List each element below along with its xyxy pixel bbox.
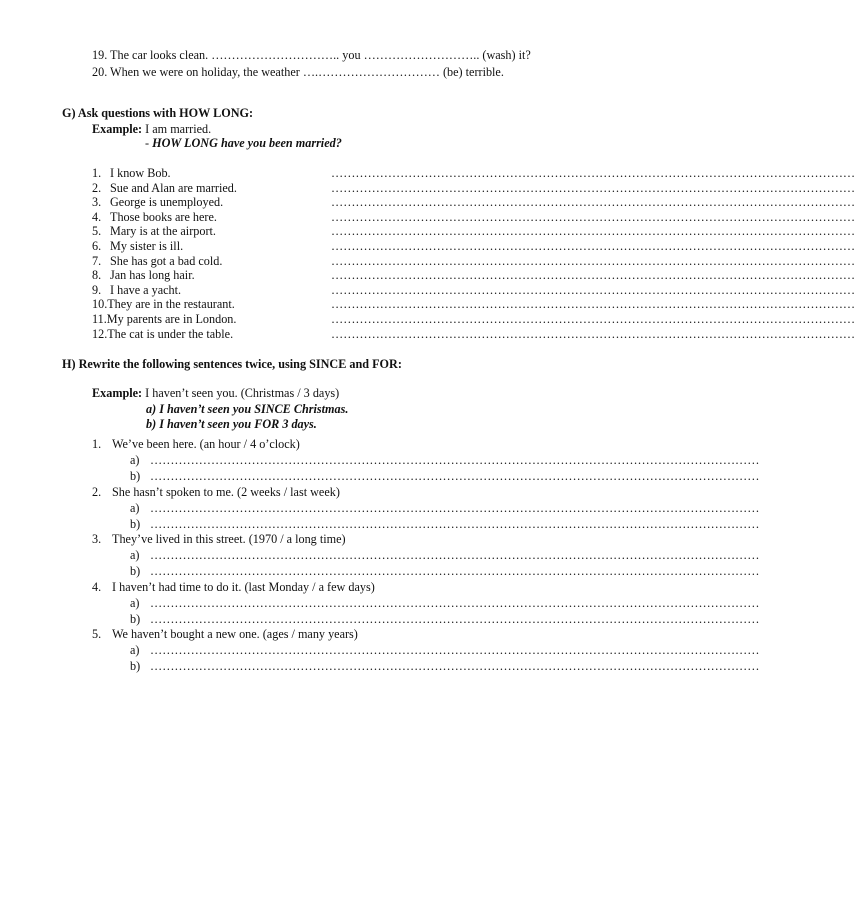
question-row bbox=[92, 268, 195, 282]
question-text: My sister is ill. bbox=[110, 239, 184, 253]
answer-dots: …………………………………………………………………………………………………………………………………… bbox=[150, 516, 760, 531]
section-h-heading: H) Rewrite the following sentences twice, using SINCE and FOR: bbox=[62, 357, 402, 371]
question-number: 2. bbox=[92, 181, 102, 195]
question-text: Sue and Alan are married. bbox=[110, 181, 237, 195]
answer-dots: ………………………………………………………………………………………………………………… bbox=[331, 312, 855, 326]
sentence-text: I haven’t had time to do it. (last Monday / a few days) bbox=[112, 579, 375, 594]
example-dash: - bbox=[145, 136, 153, 150]
question-number: 6. bbox=[92, 239, 102, 253]
question-number: 9. bbox=[92, 283, 102, 297]
sentence-text: We’ve been here. (an hour / 4 o’clock) bbox=[112, 437, 300, 451]
question-row bbox=[92, 224, 216, 238]
answer-dots: …………………………………………………………………………………………………………………………………… bbox=[150, 595, 760, 610]
question-row bbox=[92, 254, 222, 268]
question-text: My parents are in London. bbox=[106, 312, 237, 326]
answer-dots: …………………………………………………………………………………………………………………………………… bbox=[150, 659, 760, 673]
question-row bbox=[92, 210, 217, 224]
answer-dots: …………………………………………………………………………………………………………………………………… bbox=[150, 564, 760, 578]
answer-dots: …………………………………………………………………………………………………………………………………… bbox=[150, 643, 760, 657]
answer-label-a: a) bbox=[130, 500, 140, 515]
sentence-text: She hasn’t spoken to me. (2 weeks / last week) bbox=[112, 484, 340, 499]
answer-dots: ………………………………………………………………………………………………………………… bbox=[331, 224, 855, 238]
sentence-number: 4. bbox=[92, 579, 102, 594]
question-row bbox=[92, 312, 236, 326]
example-label: Example: bbox=[92, 386, 143, 400]
answer-label-b: b) bbox=[130, 611, 141, 626]
answer-label-b: b) bbox=[130, 516, 141, 531]
question-number: 12. bbox=[92, 327, 108, 341]
question-text: George is unemployed. bbox=[110, 195, 224, 209]
answer-dots: ………………………………………………………………………………………………………………… bbox=[331, 327, 855, 341]
answer-dots: ………………………………………………………………………………………………………………… bbox=[331, 181, 855, 195]
sentence-number: 3. bbox=[92, 532, 102, 546]
sentence-row bbox=[92, 627, 358, 641]
sentence-row bbox=[92, 580, 375, 594]
sentence-row bbox=[92, 437, 300, 451]
question-text: They are in the restaurant. bbox=[107, 297, 235, 311]
section-h-example-a: a) I haven’t seen you SINCE Christmas. bbox=[146, 402, 349, 416]
sentence-row bbox=[92, 485, 340, 499]
section-g-example bbox=[92, 122, 211, 136]
question-number: 4. bbox=[92, 210, 102, 224]
answer-label-a: a) bbox=[130, 548, 140, 562]
example-text: I haven’t seen you. (Christmas / 3 days) bbox=[142, 386, 340, 400]
sentence-text: They’ve lived in this street. (1970 / a long time) bbox=[112, 532, 346, 546]
question-row bbox=[92, 239, 183, 253]
answer-dots: …………………………………………………………………………………………………………………………………… bbox=[150, 500, 760, 515]
answer-dots: ………………………………………………………………………………………………………………… bbox=[331, 283, 855, 297]
exercise-line-20 bbox=[92, 65, 504, 79]
question-row bbox=[92, 297, 235, 311]
sentence-number: 2. bbox=[92, 484, 102, 499]
answer-label-a: a) bbox=[130, 595, 140, 610]
answer-dots: ………………………………………………………………………………………………………………… bbox=[331, 210, 855, 224]
example-label: Example: bbox=[92, 122, 143, 136]
answer-dots: …………………………………………………………………………………………………………………………………… bbox=[150, 548, 760, 562]
question-number: 10. bbox=[92, 297, 108, 311]
answer-label-b: b) bbox=[130, 564, 141, 578]
question-row bbox=[92, 195, 223, 209]
question-text: Jan has long hair. bbox=[110, 268, 195, 282]
question-row bbox=[92, 166, 171, 180]
exercise-line-19 bbox=[92, 48, 531, 62]
question-text: The cat is under the table. bbox=[107, 327, 234, 341]
question-number: 8. bbox=[92, 268, 102, 282]
answer-label-b: b) bbox=[130, 469, 141, 483]
question-number: 3. bbox=[92, 195, 102, 209]
section-g-example-answer bbox=[145, 136, 342, 150]
question-number: 7. bbox=[92, 254, 102, 268]
question-text: Mary is at the airport. bbox=[110, 224, 216, 238]
question-row bbox=[92, 327, 233, 341]
answer-dots: ………………………………………………………………………………………………………………… bbox=[331, 268, 855, 282]
question-row bbox=[92, 181, 237, 195]
answer-dots: ………………………………………………………………………………………………………………… bbox=[331, 239, 855, 253]
answer-label-a: a) bbox=[130, 453, 140, 467]
answer-dots: ………………………………………………………………………………………………………………… bbox=[331, 166, 855, 180]
question-number: 11. bbox=[92, 312, 107, 326]
sentence-text: We haven’t bought a new one. (ages / many years) bbox=[112, 627, 358, 641]
question-number: 5. bbox=[92, 224, 102, 238]
question-text: She has got a bad cold. bbox=[110, 254, 223, 268]
example-answer: HOW LONG have you been married? bbox=[152, 136, 342, 150]
question-text: I have a yacht. bbox=[110, 283, 182, 297]
sentence-number: 1. bbox=[92, 437, 102, 451]
question-text: Those books are here. bbox=[110, 210, 217, 224]
line-19-text: 19. The car looks clean. ………………………….. you ……………………….. (wash) it? bbox=[92, 48, 531, 62]
answer-dots: …………………………………………………………………………………………………………………………………… bbox=[150, 469, 760, 483]
answer-label-a: a) bbox=[130, 643, 140, 657]
answer-label-b: b) bbox=[130, 659, 141, 673]
answer-dots: ………………………………………………………………………………………………………………… bbox=[331, 254, 855, 268]
answer-dots: ………………………………………………………………………………………………………………… bbox=[331, 195, 855, 209]
section-g-heading: G) Ask questions with HOW LONG: bbox=[62, 106, 254, 120]
section-h-example-b: b) I haven’t seen you FOR 3 days. bbox=[146, 417, 317, 431]
answer-dots: ………………………………………………………………………………………………………………… bbox=[331, 297, 855, 311]
question-number: 1. bbox=[92, 166, 102, 180]
question-text: I know Bob. bbox=[110, 166, 171, 180]
question-row bbox=[92, 283, 181, 297]
answer-dots: …………………………………………………………………………………………………………………………………… bbox=[150, 611, 760, 626]
sentence-row bbox=[92, 532, 346, 546]
example-text: I am married. bbox=[142, 122, 212, 136]
line-20-text: 20. When we were on holiday, the weather ….………………………… (be) terrible. bbox=[92, 65, 504, 79]
section-h-example bbox=[92, 386, 339, 400]
sentence-number: 5. bbox=[92, 627, 102, 641]
answer-dots: …………………………………………………………………………………………………………………………………… bbox=[150, 453, 760, 467]
